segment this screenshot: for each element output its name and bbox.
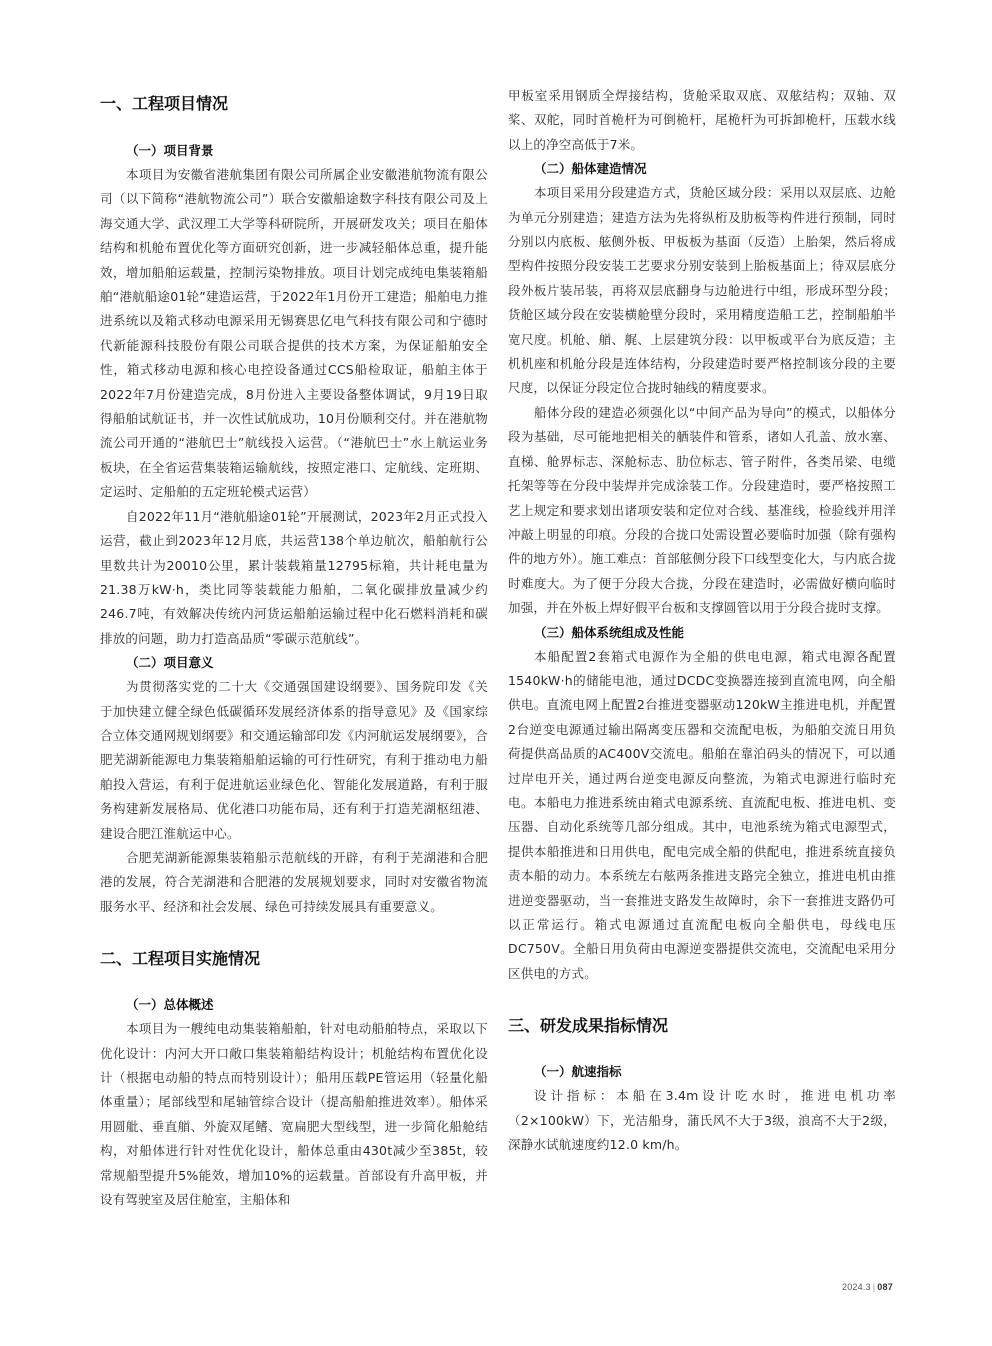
- paragraph-background-2: 自2022年11月“港航船途01轮”开展测试，2023年2月正式投入运营，截止到2023年12月底，共运营138个单边航次，船舶航行公里数共计为20010公里，累计装载箱量12795标箱，共计耗电量为21.38万kW·h，类比同等装载能力船舶，二氧化碳排放量减少约246.7吨，有效解决传统内河货运船舶运输过程中化石燃料消耗和碳排放的问题，助力打造高品质“零碳示范航线”。: [100, 508, 488, 646]
- paragraph-system: 本船配置2套箱式电源作为全船的供电电源，箱式电源各配置1540kW·h的储能电池，通过DCDC变换器连接到直流电网，向全船供电。直流电网上配置2台推进变器驱动120kW主推进电机，并配置2台逆变电源通过输出隔离变压器和交流配电板，为船舶交流日用负荷提供高品质的AC400V交流电。船舶在靠泊码头的情况下，可以通过岸电开关，通过两台逆变电源反向整流，为箱式电源进行临时充电。本船电力推进系统由箱式电源系统、直流配电板、推进电机、变压器、自动化系统等几部分组成。其中，电池系统为箱式电源型式，提供本船推进和日用供电，配电完成全船的供配电，推进系统直接负责本船的动力。本系统左右舷两条推进支路完全独立，推进电机由推进逆变器驱动，当一套推进支路发生故障时，余下一套推进支路仍可以正常运行。箱式电源通过直流配电板向全船供电，母线电压DC750V。全船日用负荷由电源逆变器提供交流电，交流配电采用分区供电的方式。: [508, 648, 896, 981]
- section-2-1-heading: （一）总体概述: [126, 997, 214, 1013]
- page-footer: [842, 1282, 893, 1292]
- paragraph-significance-2: 合肥芜湖新能源集装箱船示范航线的开辟，有利于芜湖港和合肥港的发展，符合芜湖港和合肥港的发展规划要求，同时对安徽省物流服务水平、经济和社会发展、绿色可持续发展具有重要意义。: [100, 849, 488, 914]
- left-column: [100, 82, 488, 1212]
- paragraph-background-1: 本项目为安徽省港航集团有限公司所属企业安徽港航物流有限公司（以下简称“港航物流公司”）联合安徽船途数字科技有限公司及上海交通大学、武汉理工大学等科研院所，开展研发攻关；项目在船体结构和机舱布置优化等方面研究创新，进一步减轻船体总重，提升能效，增加船舶运载量，控制污染物排放。项目计划完成纯电集装箱船舶“港航船途01轮”建造运营，于2022年1月份开工建造；船舶电力推进系统以及箱式移动电源采用无锡赛思亿电气科技有限公司和宁德时代新能源科技股份有限公司联合提供的技术方案，为保证船舶安全性，箱式移动电源和核心电控设备通过CCS船检取证，船舶主体于2022年7月份建造完成，8月份进入主要设备整体调试，9月19日取得船舶试航证书，并一次性试航成功，10月份顺利交付。并在港航物流公司开通的“港航巴士”航线投入运营。（“港航巴士”水上航运业务板块，在全省运营集装箱运输航线，按照定港口、定航线、定班期、定运时、定船舶的五定班轮模式运营）: [100, 167, 488, 500]
- section-1-1-heading: （一）项目背景: [126, 143, 214, 158]
- section-2-3-heading: （三）船体系统组成及性能: [534, 624, 685, 640]
- section-2-heading: 二、工程项目实施情况: [100, 949, 261, 969]
- paragraph-construction-2: 船体分段的建造必须强化以“中间产品为导向”的模式，以船体分段为基础，尽可能地把相关的舾装件和管系，诸如人孔盖、放水塞、直梯、舱界标志、深舱标志、肋位标志、管子附件，各类吊梁、电缆托架等等在分段中装焊并完成涂装工作。分段建造时，要严格按照工艺上规定和要求划出诸项安装和定位对合线、基准线，检验线并用洋冲敲上明显的印痕。分段的合拢口处需设置必要临时加强（除有强构件的地方外）。施工难点：首部舷侧分段下口线型变化大，与内底合拢时难度大。为了便于分段大合拢，分段在建造时，必需做好横向临时加强，并在外板上焊好假平台板和支撑圆管以用于分段合拢时支撑。: [508, 404, 896, 616]
- paragraph-overview: 本项目为一艘纯电动集装箱船舶，针对电动船舶特点，采取以下优化设计：内河大开口敞口集装箱船结构设计；机舱结构布置优化设计（根据电动船的特点而特别设计）；船用压载PE管运用（轻量化船体重量）；尾部线型和尾轴管综合设计（提高船舶推进效率）。船体采用圆舭、垂直艏、外旋双尾鳍、宽扁肥大型线型，进一步简化船舱结构，对船体进行针对性优化设计，船体总重由430t减少至385t，较常规船型提升5%能效，增加10%的运载量。首部设有升高甲板，并设有驾驶室及居住舱室，主船体和: [100, 1021, 488, 1208]
- right-column: [508, 84, 896, 1157]
- paragraph-speed: 设计指标：本船在3.4m设计吃水时，推进电机功率（2×100kW）下，光洁船身，蒲氏风不大于3级，浪高不大于2级，深静水试航速度约12.0 km/h。: [508, 1088, 896, 1153]
- paragraph-construction-1: 本项目采用分段建造方式，货舱区域分段：采用以双层底、边舱为单元分别建造；建造方法为先将纵桁及肋板等构件进行预制，同时分别以内底板、舷侧外板、甲板板为基面（反造）上胎架，然后将成型构件按照分段安装工艺要求分别安装到上胎板基面上；待双层底分段外板片装吊装，再将双层底翻身与边舱进行中组，形成环型分段；货舱区域分段在安装横舱壁分段时，采用精度造船工艺，控制船舶半宽尺度。机舱、艏、艉、上层建筑分段：以甲板或平台为底反造；主机机座和机舱分段是连体结构，分段建造时要严格控制该分段的主要尺度，以保证分段定位合拢时轴线的精度要求。: [508, 185, 896, 396]
- section-2-2-heading: （二）船体建造情况: [534, 161, 647, 177]
- footer-separator: |: [872, 1282, 876, 1292]
- issue-number: 2024.3: [842, 1282, 871, 1292]
- section-1-heading: 一、工程项目情况: [100, 94, 229, 113]
- section-3-heading: 三、研发成果指标情况: [508, 1016, 669, 1036]
- paragraph-significance-1: 为贯彻落实党的二十大《交通强国建设纲要》、国务院印发《关于加快建立健全绿色低碳循环发展经济体系的指导意见》及《国家综合立体交通网规划纲要》和交通运输部印发《内河航运发展纲要》，合肥芜湖新能源电力集装箱船舶运输的可行性研究，有利于推动电力船舶投入营运，有利于促进航运业绿色化、智能化发展道路，有利于服务构建新发展格局、优化港口功能布局，还有利于打造芜湖枢纽港、建设合肥江淮航运中心。: [100, 679, 488, 841]
- paragraph-overview-continued: 甲板室采用钢质全焊接结构，货舱采取双底、双舷结构；双轴、双桨、双舵，同时首桅杆为可倒桅杆，尾桅杆为可拆卸桅杆，压载水线以上的净空高低于7米。: [508, 88, 896, 152]
- section-1-2-heading: （二）项目意义: [126, 655, 214, 671]
- page-number: 087: [877, 1282, 893, 1292]
- section-3-1-heading: （一）航速指标: [534, 1064, 622, 1080]
